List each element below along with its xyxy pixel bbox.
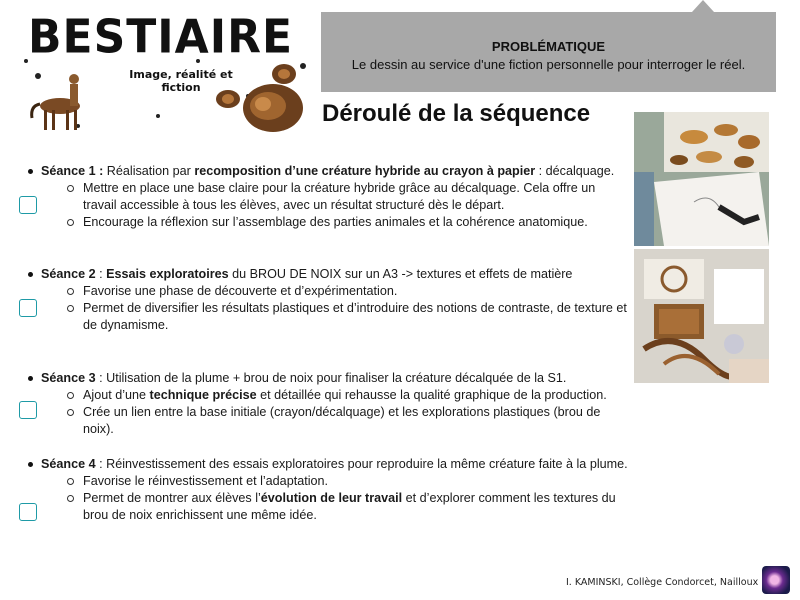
session-4-label: Séance 4 <box>41 457 96 471</box>
session-3-item-1-b: et détaillée qui rehausse la qualité graphique de la production. <box>256 388 607 402</box>
session-4-item-1: Favorise le réinvestissement et l’adaptation. <box>62 473 630 490</box>
problematique-text: Le dessin au service d'une fiction personnelle pour interroger le réel. <box>351 57 746 72</box>
session-1-text-a: Réalisation par <box>103 164 195 178</box>
session-2-item-2: Permet de diversifier les résultats plastiques et d’introduire des notions de contraste, de texture et de dynamisme. <box>62 300 630 334</box>
session-2-text-b: du BROU DE NOIX sur un A3 -> textures et effets de matière <box>228 267 573 281</box>
session-4-item-2-a: Permet de montrer aux élèves l’ <box>83 491 261 505</box>
session-2-text-a: : <box>95 267 107 281</box>
session-4-heading <box>20 456 630 524</box>
session-1-label: Séance 1 : <box>41 164 104 178</box>
session-2-label: Séance 2 <box>41 267 96 281</box>
session-4-item-2-b: et d’explorer comment les textures du brou de noix enrichissent une même idée. <box>83 491 616 522</box>
logo-title: BESTIAIRE <box>28 10 294 65</box>
session-2-item-1: Favorise une phase de découverte et d’expérimentation. <box>62 283 630 300</box>
problem-notch <box>692 0 714 12</box>
photo-tracing-image <box>634 112 769 246</box>
centaur-icon <box>32 74 80 130</box>
session-2-heading <box>20 266 630 334</box>
session-3-text-a: : Utilisation de la plume + brou de noix pour finaliser la créature décalquée de la S1. <box>95 371 567 385</box>
photo-tracing-animals <box>634 112 769 246</box>
session-4-text-a: : Réinvestissement des essais exploratoires pour reproduire la même créature faite à la plume. <box>95 457 628 471</box>
session-3 <box>20 370 630 438</box>
logo-subtitle-line1: Image, réalité et <box>129 68 233 81</box>
session-2 <box>20 266 630 334</box>
logo-subtitle <box>126 68 236 94</box>
session-1-item-1: Mettre en place une base claire pour la créature hybride grâce au décalquage. Cela offre un travail accessible à tous les élèves, avec un résultat structuré dès le départ. <box>62 180 630 214</box>
bestiaire-logo <box>18 6 318 136</box>
photo-walnut-ink-workshop <box>634 249 769 383</box>
session-3-item-2: Crée un lien entre la base initiale (crayon/décalquage) et les explorations plastiques (brou de noix). <box>62 404 630 438</box>
school-logo-icon <box>762 566 790 594</box>
problematique-box <box>321 12 776 92</box>
session-3-item-1-emphasis: technique précise <box>149 388 257 402</box>
session-3-label: Séance 3 <box>41 371 96 385</box>
session-1-emphasis: recomposition d’une créature hybride au crayon à papier <box>194 164 536 178</box>
session-2-emphasis: Essais exploratoires <box>106 267 229 281</box>
session-4-item-2 <box>62 490 630 524</box>
session-3-item-1-a: Ajout d’une <box>83 388 150 402</box>
footer-credit: I. KAMINSKI, Collège Condorcet, Nailloux <box>566 577 759 588</box>
session-3-heading <box>20 370 630 438</box>
session-1-text-b: : décalquage. <box>535 164 615 178</box>
problematique-title: PROBLÉMATIQUE <box>491 39 606 54</box>
session-1-item-2: Encourage la réflexion sur l’assemblage des parties animales et la cohérence anatomique. <box>62 214 630 231</box>
session-1 <box>20 163 630 231</box>
photo-workshop-image <box>634 249 769 383</box>
session-4-item-2-emphasis: évolution de leur travail <box>260 491 403 505</box>
session-1-heading <box>20 163 630 231</box>
session-3-item-1 <box>62 387 630 404</box>
logo-subtitle-line2: fiction <box>161 81 201 94</box>
sequence-title: Déroulé de la séquence <box>322 100 591 127</box>
session-4 <box>20 456 630 524</box>
